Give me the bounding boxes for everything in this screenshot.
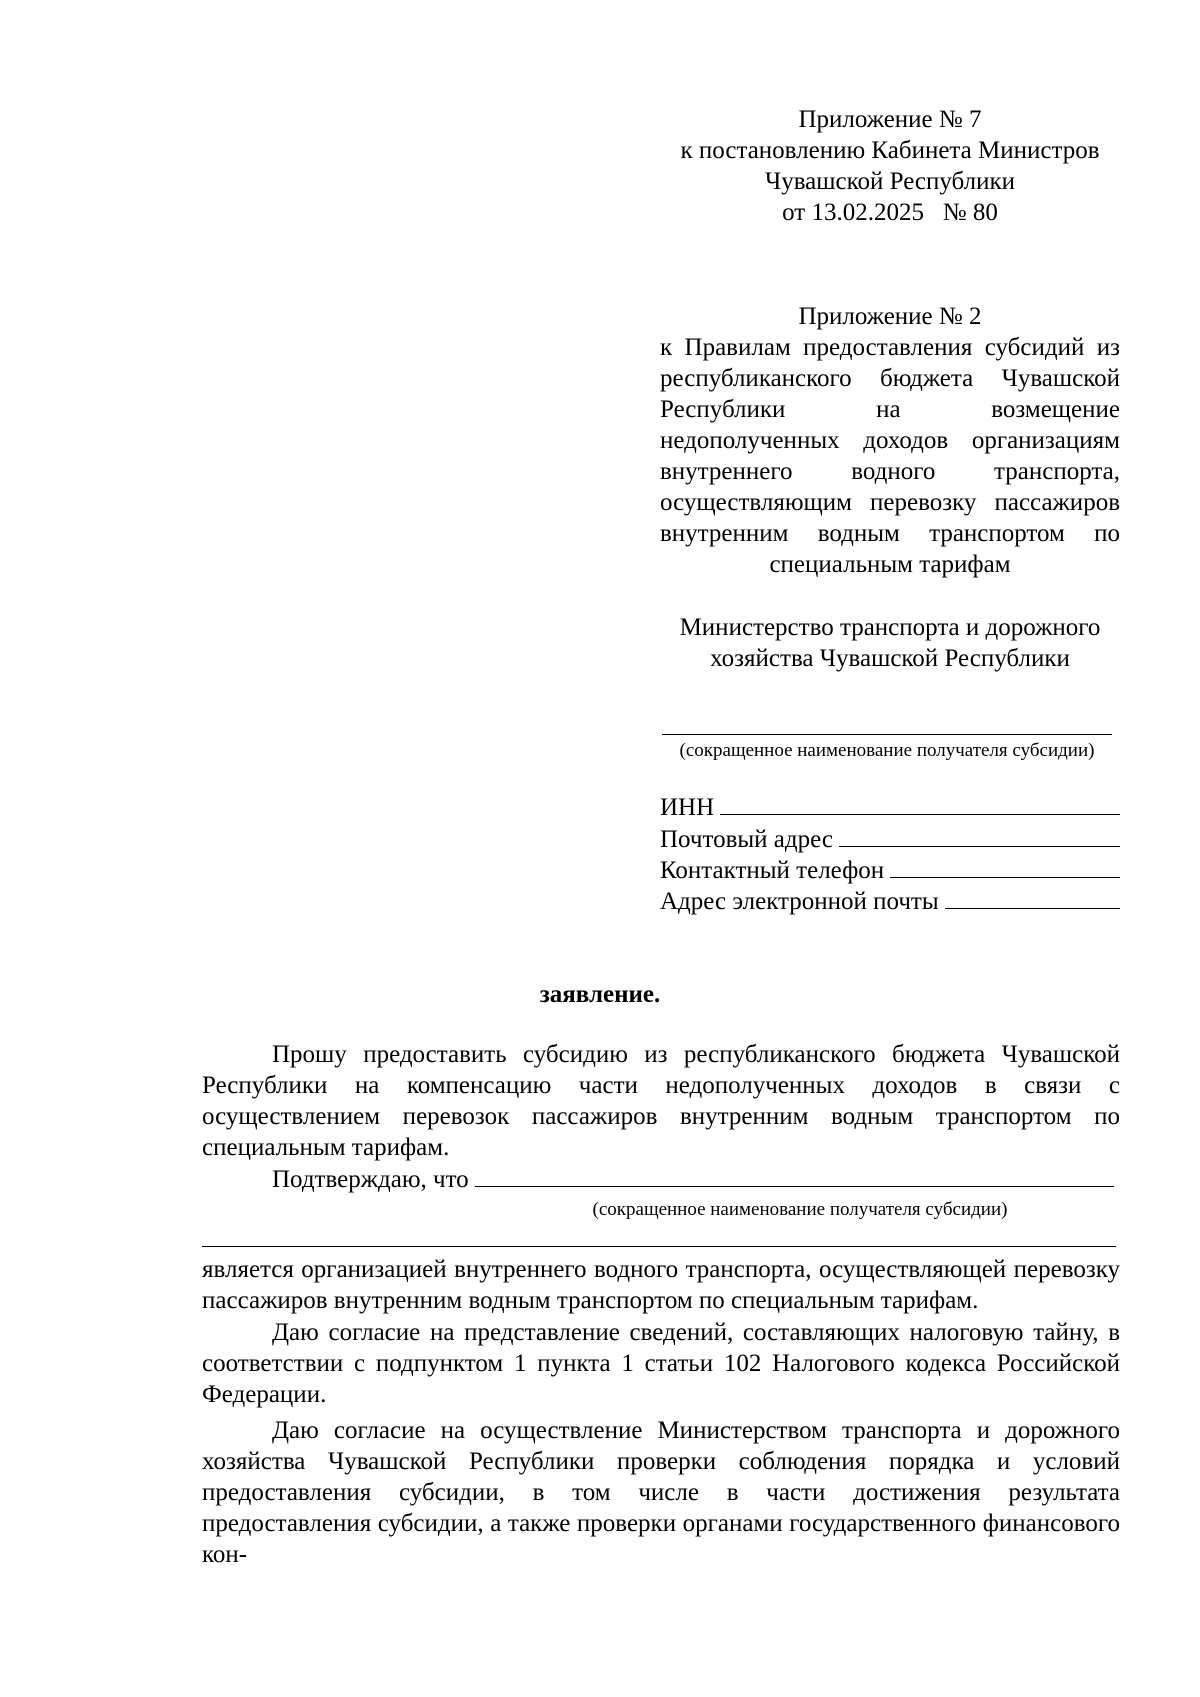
appendix-7-date-number: от 13.02.2025 № 80 — [782, 199, 998, 226]
appendix-7-header — [660, 104, 1120, 228]
statement-paragraph-tax-consent — [202, 1317, 1120, 1410]
appendix-7-republic: Чувашской Республики — [764, 168, 1016, 195]
inspection-consent-text: Даю согласие на осуществление Министерством транспорта и дорожного хозяйства Чувашской Республики проверки соблюдения порядка и условий предоставления субсидии, в том числе в части достижения результата предоставления субсидии, а также проверки органами государственного финансового кон- — [202, 1417, 1120, 1568]
postal-address-label: Почтовый адрес — [660, 826, 833, 853]
ministry-addressee — [660, 612, 1120, 674]
appendix-2-title: Приложение № 2 — [798, 303, 982, 330]
postal-address-field — [660, 824, 1120, 855]
appendix-7-reference: к постановлению Кабинета Министров — [680, 137, 1100, 164]
confirm-label: Подтверждаю, что — [272, 1166, 469, 1193]
confirm-continuation-blank[interactable] — [202, 1246, 1116, 1247]
postal-address-blank[interactable] — [839, 824, 1120, 847]
confirm-blank[interactable] — [475, 1164, 1114, 1187]
confirm-caption: (сокращенное наименование получателя субсидии) — [592, 1199, 1008, 1220]
phone-field — [660, 855, 1120, 886]
appendix-2-text: к Правилам предоставления субсидий из республиканского бюджета Чувашской Республики на возмещение недополученных доходов организациям внутреннего водного транспорта, осуществляющим перевозку пассажиров внутренним водным транспортом по специальным тарифам — [660, 334, 1120, 578]
email-blank[interactable] — [945, 886, 1120, 909]
appendix-2-header — [660, 301, 1120, 580]
phone-label: Контактный телефон — [660, 857, 885, 884]
inn-label: ИНН — [660, 794, 715, 821]
ministry-line-1: Министерство транспорта и дорожного — [679, 614, 1101, 641]
statement-paragraph-request — [202, 1039, 1120, 1163]
statement-title: заявление. — [539, 981, 661, 1008]
appendix-7-title: Приложение № 7 — [798, 106, 982, 133]
statement-paragraph-inspection-consent — [202, 1415, 1120, 1570]
email-field — [660, 886, 1120, 917]
recipient-name-blank[interactable] — [662, 734, 1112, 735]
tax-consent-text: Даю согласие на представление сведений, составляющих налоговую тайну, в соответствии с подпунктом 1 пункта 1 статьи 102 Налогового кодекса Российской Федерации. — [202, 1319, 1120, 1408]
inn-blank[interactable] — [720, 792, 1120, 815]
inn-field — [660, 792, 1120, 823]
ministry-line-2: хозяйства Чувашской Республики — [710, 645, 1070, 672]
email-label: Адрес электронной почты — [660, 888, 939, 915]
recipient-name-caption: (сокращенное наименование получателя субсидии) — [679, 740, 1095, 761]
organization-text: является организацией внутреннего водного транспорта, осуществляющей перевозку пассажиров внутренним водным транспортом по специальным тарифам. — [202, 1256, 1120, 1314]
statement-paragraph-organization — [202, 1254, 1120, 1316]
request-text: Прошу предоставить субсидию из республиканского бюджета Чувашской Республики на компенсацию части недополученных доходов в связи с осуществлением перевозок пассажиров внутренним водным транспортом по специальным тарифам. — [202, 1041, 1120, 1161]
confirm-field — [272, 1164, 1114, 1195]
phone-blank[interactable] — [890, 855, 1120, 878]
